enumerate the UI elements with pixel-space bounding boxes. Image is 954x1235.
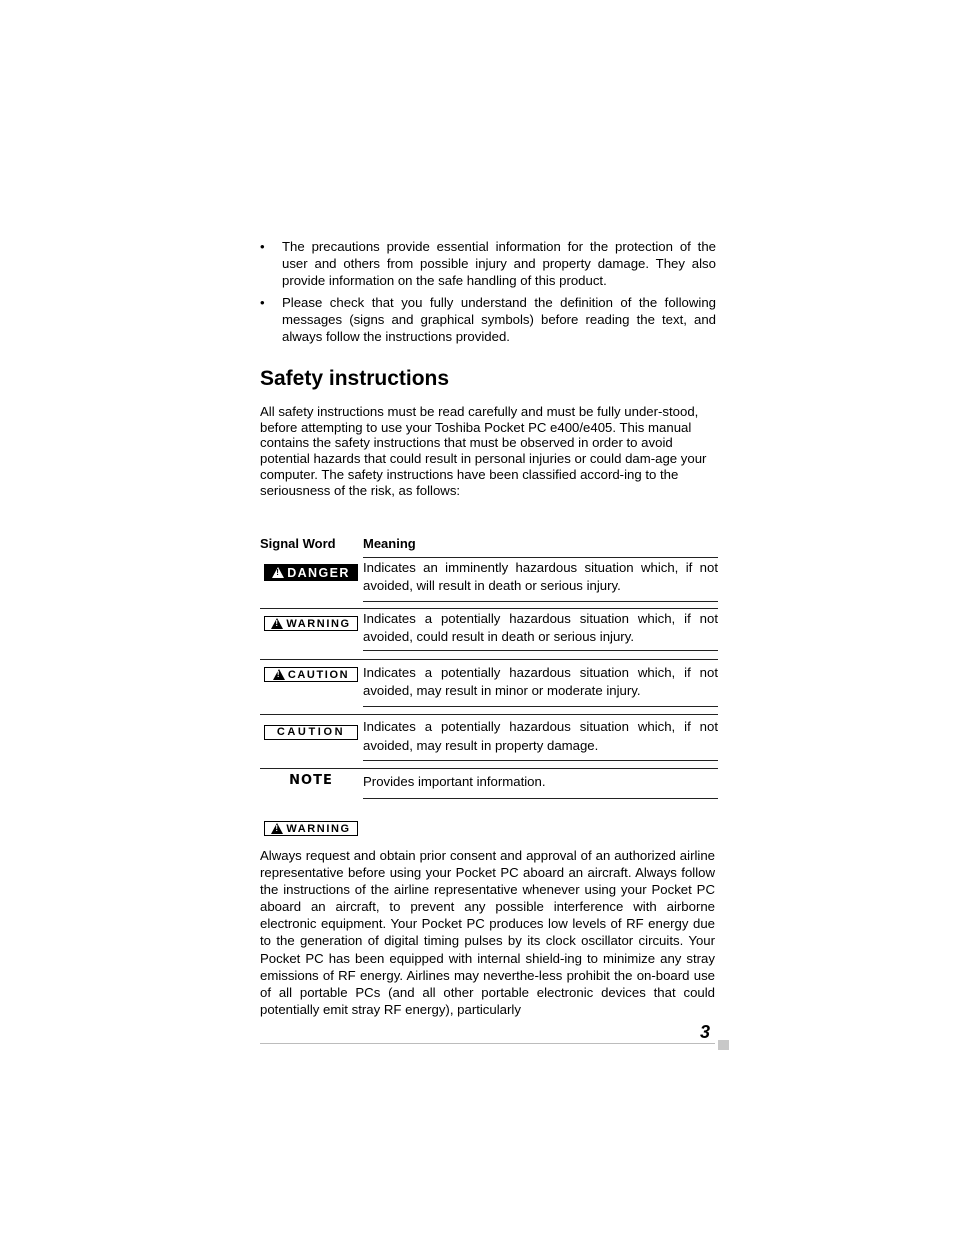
row-divider — [363, 650, 718, 651]
bullet-icon: • — [260, 239, 265, 254]
row-divider — [363, 760, 718, 761]
warning-triangle-icon — [271, 823, 283, 834]
note-label: NOTE — [289, 773, 333, 788]
list-item — [258, 238, 716, 289]
aircraft-warning-paragraph: Always request and obtain prior consent and approval of an authorized airline representative before using your Pocket PC aboard an aircraft. Always follow the instructions of the airline representative whenever using your Pocket PC aboard an aircraft, to prevent any possible interference with airborne electronic equipment. Your Pocket PC produces low levels of RF energy due to the generation of digital timing pulses by its clock oscillator circuits. Your Pocket PC has been equipped with internal shield-ing to minimize any stray emissions of RF energy. Airlines may neverthe-less prohibit the on-board use of all portable PCs (and all other portable electronic devices that could potentially emit stray RF energy), particularly — [260, 848, 715, 1017]
warning-badge: ! WARNING — [264, 616, 358, 631]
header-meaning: Meaning — [363, 536, 416, 551]
row-divider — [363, 601, 718, 602]
table-header — [260, 535, 718, 557]
caution-badge: ! CAUTION — [264, 667, 358, 682]
row-divider — [260, 608, 718, 609]
signal-word-table — [260, 535, 718, 800]
table-row — [260, 714, 718, 768]
warning-triangle-icon — [273, 669, 285, 680]
row-meaning: Provides important information. — [363, 774, 546, 789]
warning-triangle-icon — [271, 618, 283, 629]
row-meaning: Indicates an imminently hazardous situation which, if not avoided, will result in death or serious injury. — [363, 560, 718, 593]
row-meaning: Indicates a potentially hazardous situation which, if not avoided, may result in minor or moderate injury. — [363, 665, 718, 698]
property-caution-badge: CAUTION — [264, 725, 358, 740]
page-number: 3 — [700, 1022, 711, 1042]
intro-paragraph: All safety instructions must be read carefully and must be fully under-stood, before attempting to use your Toshiba Pocket PC e400/e405. This manual contains the safety instructions that must be observed in order to avoid potential hazards that could result in personal injuries or could dam-age your computer. The safety instructions have been classified accord-ing to the seriousness of the risk, as follows: — [260, 404, 707, 498]
bullet-icon: • — [260, 295, 265, 310]
row-divider — [363, 557, 718, 558]
row-meaning: Indicates a potentially hazardous situation which, if not avoided, could result in death or serious injury. — [363, 611, 718, 644]
row-divider — [363, 798, 718, 799]
row-divider — [260, 714, 718, 715]
list-item — [258, 294, 716, 345]
warning-triangle-icon — [272, 567, 284, 578]
table-row — [260, 608, 718, 659]
table-row — [260, 659, 718, 714]
row-divider — [363, 706, 718, 707]
table-row — [260, 768, 718, 800]
section-heading: Safety instructions — [260, 367, 450, 390]
warning-notice — [260, 821, 358, 839]
bullet-text: Please check that you fully understand the definition of the following messages (signs and graphical symbols) before reading the text, and always follow the instructions provided. — [282, 295, 716, 344]
precautions-list — [258, 238, 716, 350]
row-divider — [260, 768, 718, 769]
danger-badge: ! DANGER — [264, 564, 358, 581]
footer-marker — [718, 1040, 729, 1050]
bullet-text: The precautions provide essential information for the protection of the user and others from possible injury and property damage. They also provide information on the safe handling of this product. — [282, 239, 716, 288]
row-meaning: Indicates a potentially hazardous situation which, if not avoided, may result in property damage. — [363, 719, 718, 753]
row-divider — [260, 659, 718, 660]
footer-rule — [260, 1043, 715, 1044]
warning-badge: ! WARNING — [264, 821, 358, 836]
header-signal-word: Signal Word — [260, 536, 336, 551]
table-row — [260, 557, 718, 605]
